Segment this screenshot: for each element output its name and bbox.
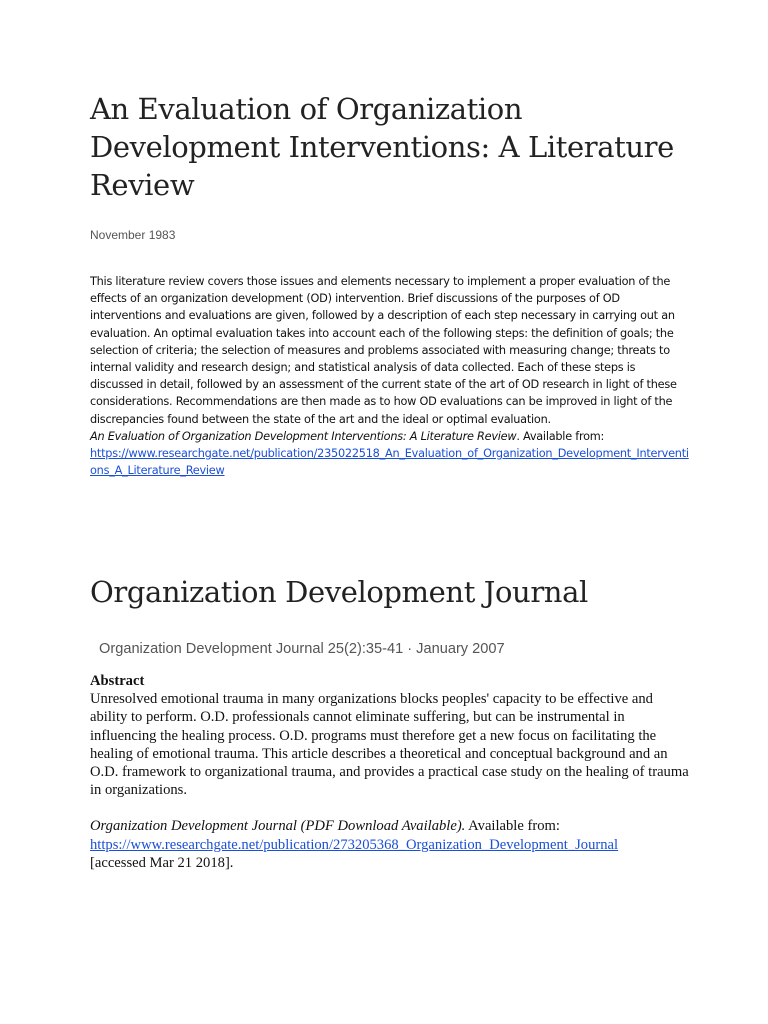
- journal-citation-suffix: Available from:: [465, 818, 560, 835]
- abstract-heading: Abstract: [90, 673, 145, 689]
- citation-suffix: . Available from:: [516, 429, 605, 443]
- citation-line: [90, 428, 690, 445]
- citation-title: An Evaluation of Organization Development Interventions: A Literature Review: [90, 429, 517, 443]
- journal-abstract-section: [90, 672, 690, 872]
- citation-link-line: [90, 445, 690, 479]
- journal-title: Organization Development Journal: [90, 575, 588, 609]
- publication-date: November 1983: [90, 228, 176, 242]
- accessed-date: [accessed Mar 21 2018].: [90, 854, 234, 871]
- citation-link[interactable]: https://www.researchgate.net/publication/235022518_An_Evaluation_of_Organization_Development_Interventions_A_Literature_Review: [90, 447, 689, 478]
- article-abstract: [90, 273, 690, 479]
- journal-info: Organization Development Journal 25(2):35-41 · January 2007: [99, 641, 505, 657]
- journal-citation: [90, 817, 690, 872]
- journal-abstract-text: Unresolved emotional trauma in many organizations blocks peoples' capacity to be effective and ability to perform. O.D. professionals cannot eliminate suffering, but can be instrumental in influencing the healing process. O.D. programs must therefore get a new focus on facilitating the healing of emotional trauma. This article describes a theoretical and conceptual background and an O.D. framework to organizational trauma, and provides a practical case study on the healing of trauma in organizations.: [90, 691, 689, 799]
- abstract-text: This literature review covers those issues and elements necessary to implement a proper evaluation of the effects of an organization development (OD) intervention. Brief discussions of the purposes of OD interventions and evaluations are given, followed by a description of each step necessary in carrying out an evaluation. An optimal evaluation takes into account each of the following steps: the definition of goals; the selection of criteria; the selection of measures and problems associated with measuring change; threats to internal validity and research design; and statistical analysis of data collected. Each of these steps is discussed in detail, followed by an assessment of the current state of the art of OD research in light of these considerations. Recommendations are then made as to how OD evaluations can be improved in light of the discrepancies found between the state of the art and the ideal or optimal evaluation.: [90, 275, 677, 426]
- journal-citation-title: Organization Development Journal (PDF Download Available).: [90, 818, 466, 835]
- journal-citation-link[interactable]: https://www.researchgate.net/publication/273205368_Organization_Development_Journal: [90, 836, 619, 853]
- article-title: An Evaluation of Organization Development Interventions: A Literature Review: [90, 92, 674, 202]
